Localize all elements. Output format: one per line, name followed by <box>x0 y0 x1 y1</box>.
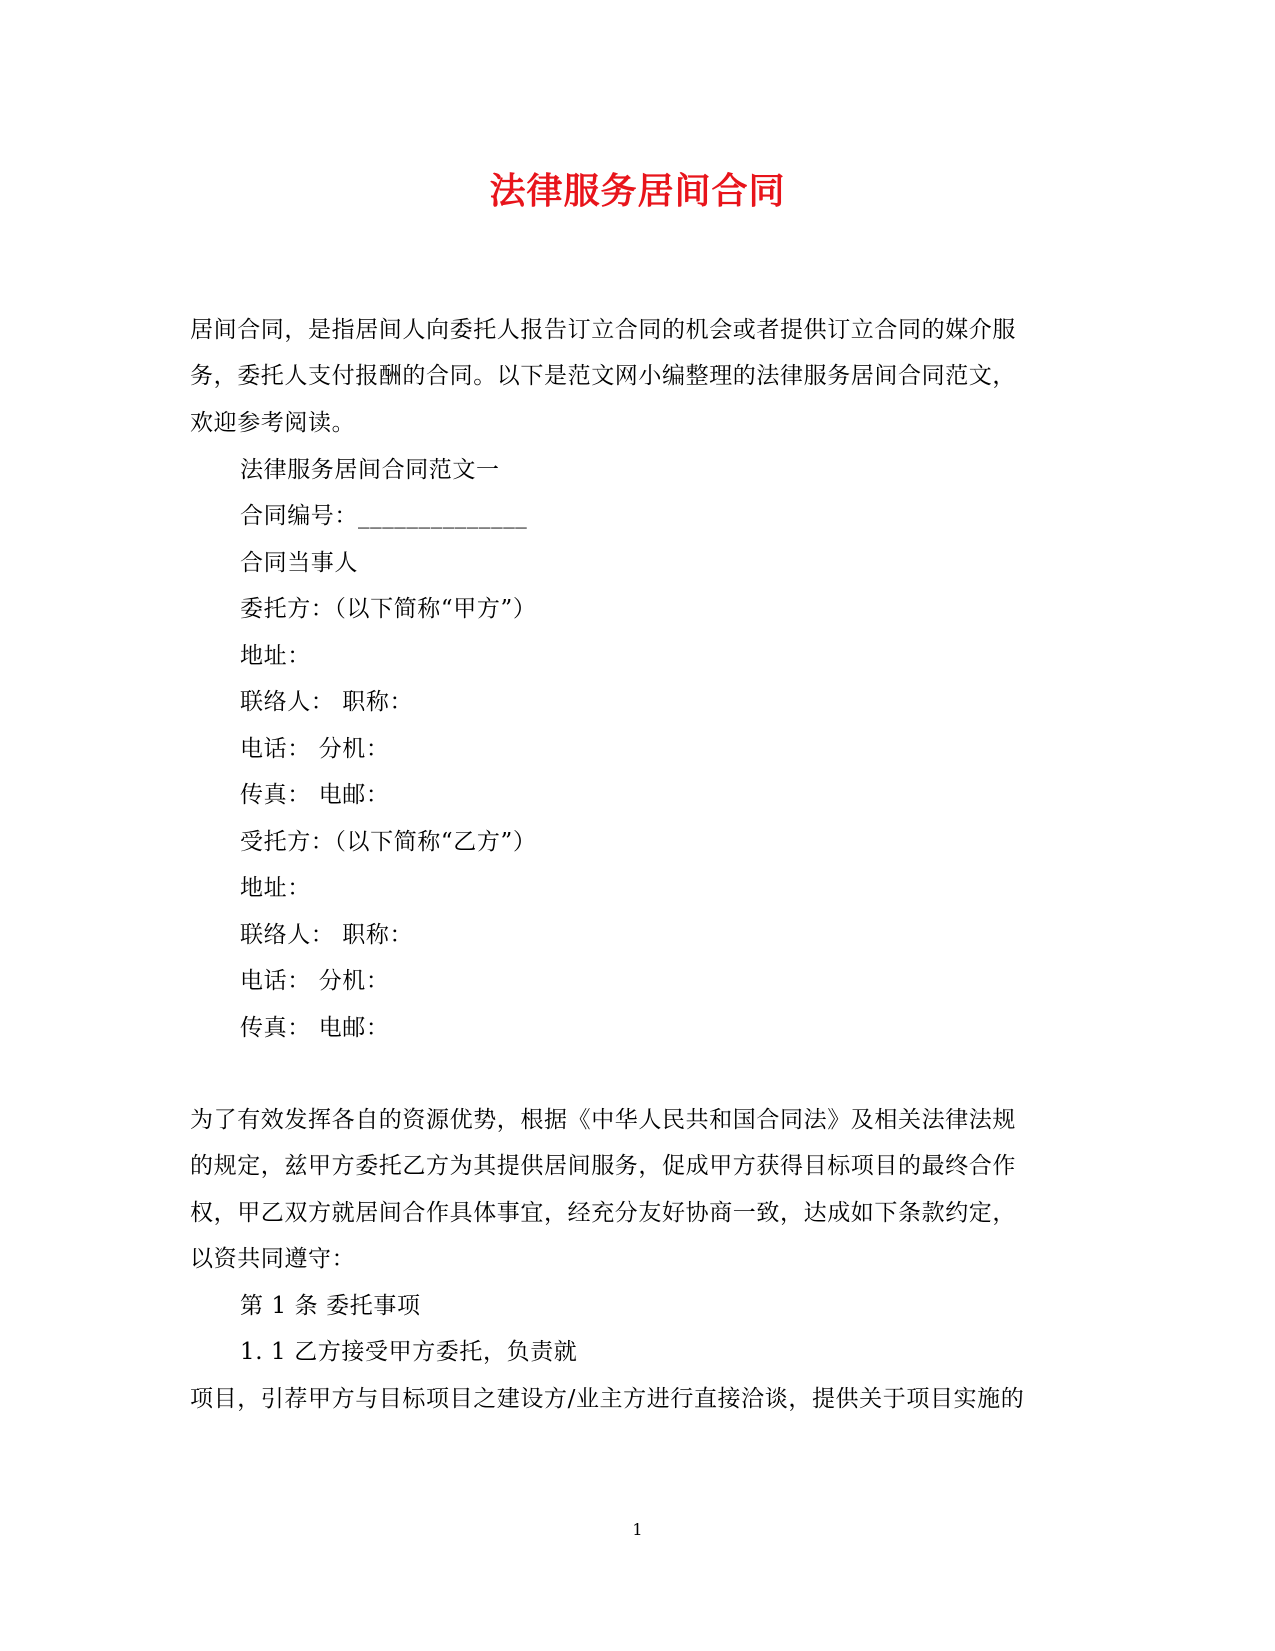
page-number: 1 <box>632 1520 643 1539</box>
parties-heading: 合同当事人 <box>240 550 358 576</box>
party-b-address: 地址： <box>240 875 311 901</box>
party-a-phone: 电话： 分机： <box>240 736 390 762</box>
party-a-fax: 传真： 电邮： <box>240 782 390 808</box>
sample-heading: 法律服务居间合同范文一 <box>240 457 500 483</box>
article-1-clause: 1. 1 乙方接受甲方委托，负责就 <box>240 1339 578 1365</box>
contract-number-line: 合同编号：______________ <box>240 503 528 529</box>
preamble-line-4: 以资共同遵守： <box>190 1246 356 1272</box>
article-1-heading: 第 1 条 委托事项 <box>240 1293 421 1319</box>
preamble-line-3: 权，甲乙双方就居间合作具体事宜，经充分友好协商一致，达成如下条款约定， <box>190 1200 1016 1226</box>
article-1-continuation: 项目，引荐甲方与目标项目之建设方/业主方进行直接洽谈，提供关于项目实施的 <box>190 1386 1025 1412</box>
page-title: 法律服务居间合同 <box>489 171 786 212</box>
party-a-address: 地址： <box>240 643 311 669</box>
intro-line-2: 务，委托人支付报酬的合同。以下是范文网小编整理的法律服务居间合同范文， <box>190 363 1016 389</box>
party-a-contact: 联络人： 职称： <box>240 689 414 715</box>
preamble-line-2: 的规定，兹甲方委托乙方为其提供居间服务，促成甲方获得目标项目的最终合作 <box>190 1153 1016 1179</box>
party-a-line: 委托方：（以下简称“甲方”） <box>240 596 537 622</box>
party-b-line: 受托方：（以下简称“乙方”） <box>240 829 537 855</box>
party-b-contact: 联络人： 职称： <box>240 922 414 948</box>
preamble-line-1: 为了有效发挥各自的资源优势，根据《中华人民共和国合同法》及相关法律法规 <box>190 1107 1016 1133</box>
intro-line-1: 居间合同，是指居间人向委托人报告订立合同的机会或者提供订立合同的媒介服 <box>190 317 1016 343</box>
party-b-phone: 电话： 分机： <box>240 968 390 994</box>
intro-line-3: 欢迎参考阅读。 <box>190 410 356 436</box>
party-b-fax: 传真： 电邮： <box>240 1015 390 1041</box>
